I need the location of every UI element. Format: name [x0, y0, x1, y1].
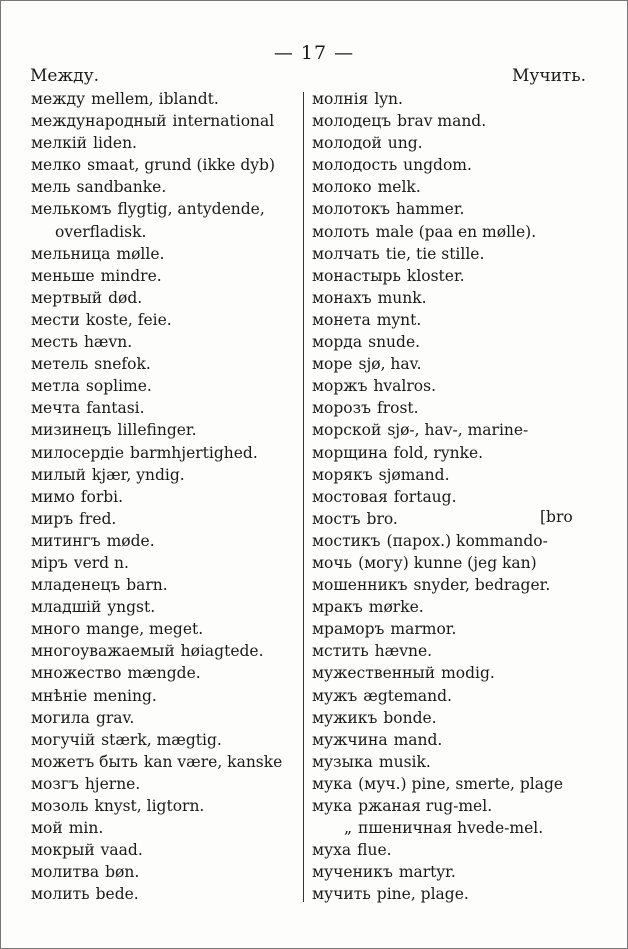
entry-headword: мраморъ	[312, 620, 385, 639]
entry-translation: død.	[108, 288, 143, 307]
entry-headword: мужикъ	[312, 708, 378, 727]
dictionary-entry	[312, 795, 587, 817]
dictionary-entry	[312, 132, 587, 154]
entry-headword: месть	[31, 333, 78, 352]
dictionary-entry	[31, 243, 301, 265]
entry-headword: мелкій	[31, 134, 88, 153]
dictionary-entry	[312, 397, 587, 419]
entry-headword: молоть	[312, 222, 370, 241]
dictionary-entry	[31, 530, 301, 552]
dictionary-entry	[31, 309, 301, 331]
entry-translation: musik.	[378, 752, 431, 771]
dictionary-entry	[31, 419, 301, 441]
entry-translation: bonde.	[383, 708, 437, 727]
entry-translation: knyst, ligtorn.	[94, 797, 205, 815]
dictionary-entry	[31, 132, 301, 154]
dictionary-entry	[31, 353, 301, 375]
dictionary-entry	[31, 618, 301, 640]
entry-translation: international	[172, 112, 275, 131]
dictionary-entry	[31, 198, 301, 220]
entry-headword: много	[31, 620, 81, 639]
entry-translation: min.	[68, 819, 104, 838]
entry-headword: мостовая	[312, 487, 388, 506]
entry-headword: мизинецъ	[31, 421, 112, 440]
entry-translation: kan være, kanske	[143, 752, 283, 771]
entry-headword: молитва	[31, 863, 100, 882]
entry-headword: мука	[312, 797, 353, 815]
dictionary-entry	[312, 331, 587, 353]
entry-translation: verd n.	[73, 553, 129, 572]
entry-translation: mølle.	[116, 244, 165, 263]
dictionary-entry	[31, 640, 301, 662]
dictionary-entry	[31, 88, 301, 110]
entry-translation: brav mand.	[397, 112, 487, 131]
dictionary-entry	[31, 486, 301, 508]
entry-translation: mand.	[393, 730, 443, 749]
dictionary-entry	[312, 154, 587, 176]
entry-headword: мостъ	[312, 509, 361, 528]
dictionary-entry	[312, 287, 587, 309]
entry-headword: мошенникъ	[312, 576, 408, 595]
dictionary-entry	[31, 331, 301, 353]
dictionary-entry	[312, 751, 587, 773]
dictionary-entry	[312, 685, 587, 707]
entry-headword: молчать	[312, 244, 380, 263]
entry-headword: мостикъ	[312, 531, 381, 550]
entry-headword: „	[344, 819, 353, 838]
page-number: — 17 —	[273, 42, 355, 64]
entry-translation: barn.	[126, 576, 168, 595]
entry-headword: молодой	[312, 134, 382, 153]
entry-translation: fred.	[79, 509, 117, 528]
entry-translation: barmhjertighed.	[130, 443, 258, 462]
entry-translation: sjø-, hav-, marine-	[387, 421, 529, 440]
dictionary-entry	[312, 110, 587, 132]
entry-headword: мести	[31, 310, 80, 329]
entry-translation: (парох.) kommando-	[386, 531, 548, 550]
entry-headword: мнѣніе	[31, 686, 88, 705]
dictionary-entry	[31, 839, 301, 861]
entry-translation: ægtemand.	[363, 686, 452, 705]
entry-translation: vaad.	[100, 841, 143, 860]
entry-translation: bøn.	[105, 863, 140, 882]
entry-headword: музыка	[312, 752, 373, 771]
dictionary-entry	[31, 817, 301, 839]
dictionary-entry	[31, 662, 301, 684]
guide-word-left: Между.	[30, 66, 99, 86]
entry-translation: bede.	[95, 885, 139, 904]
entry-headword: мокрый	[31, 841, 95, 860]
dictionary-entry	[31, 221, 301, 243]
dictionary-entry	[31, 883, 301, 905]
entry-translation: (муч.) pine, smerte, plage	[358, 774, 564, 793]
entry-headword: морозъ	[312, 399, 371, 418]
entry-translation: snyder, bedrager.	[413, 576, 551, 595]
entry-headword: мстить	[312, 642, 369, 661]
entry-headword: молотокъ	[312, 200, 391, 219]
dictionary-entry	[312, 419, 587, 441]
entry-translation: sjø, hav.	[358, 355, 422, 374]
dictionary-entry	[31, 751, 301, 773]
entry-translation: høiagtede.	[180, 642, 264, 661]
dictionary-entry	[31, 861, 301, 883]
right-column	[312, 88, 587, 905]
entry-headword: митингъ	[31, 531, 101, 550]
entry-translation: hævn.	[83, 333, 133, 352]
entry-headword: мелко	[31, 156, 82, 175]
entry-translation: mindre.	[100, 266, 162, 285]
entry-translation: møde.	[106, 531, 155, 550]
entry-headword: многоуважаемый	[31, 642, 175, 661]
entry-headword: молить	[31, 885, 90, 904]
entry-headword: мужчина	[312, 730, 388, 749]
entry-headword: мозгъ	[31, 774, 79, 793]
entry-translation: marmor.	[390, 620, 457, 639]
entry-translation: mørke.	[368, 598, 424, 617]
entry-headword: между	[31, 90, 86, 108]
entry-translation: martyr.	[398, 863, 456, 882]
entry-translation: snefok.	[94, 355, 151, 374]
dictionary-entry	[312, 486, 587, 508]
bracket-note: [bro	[540, 508, 573, 526]
dictionary-entry	[312, 707, 587, 729]
dictionary-entry	[312, 729, 587, 751]
entry-headword: монета	[312, 310, 371, 329]
entry-translation: munk.	[377, 288, 427, 307]
entry-translation: male (paa en mølle).	[375, 222, 537, 241]
dictionary-entry	[312, 353, 587, 375]
entry-headword: море	[312, 355, 353, 374]
entry-translation: fantasi.	[86, 399, 145, 418]
entry-translation: smaat, grund (ikke dyb)	[87, 156, 276, 175]
column-divider	[303, 92, 304, 902]
dictionary-entry	[312, 662, 587, 684]
entry-headword: монастырь	[312, 266, 401, 285]
dictionary-entry	[31, 154, 301, 176]
dictionary-entry	[31, 707, 301, 729]
dictionary-entry	[31, 795, 301, 817]
entry-headword: могила	[31, 708, 90, 727]
entry-translation: tie, tie stille.	[385, 244, 485, 263]
dictionary-entry	[31, 287, 301, 309]
entry-translation: sjømand.	[378, 465, 450, 484]
entry-headword: молодецъ	[312, 112, 392, 131]
dictionary-entry	[312, 375, 587, 397]
entry-headword: мелькомъ	[31, 200, 112, 219]
entry-headword: морякъ	[312, 465, 373, 484]
left-column	[31, 88, 301, 905]
entry-translation: fold, rynke.	[393, 443, 484, 462]
entry-headword: метель	[31, 355, 89, 374]
entry-headword: мужъ	[312, 686, 358, 705]
entry-translation: flue.	[357, 841, 392, 860]
entry-translation: (могу) kunne (jeg kan)	[358, 553, 537, 572]
entry-translation: ungdom.	[403, 156, 472, 175]
entry-translation: kloster.	[406, 266, 465, 285]
entry-translation: grav.	[95, 708, 135, 727]
entry-translation: kjær, yndig.	[91, 465, 185, 484]
entry-translation: yngst.	[107, 598, 156, 617]
entry-translation: koste, feie.	[85, 310, 172, 329]
dictionary-entry	[312, 530, 587, 552]
entry-headword: мракъ	[312, 598, 363, 617]
guide-word-right: Мучить.	[511, 66, 586, 86]
entry-translation: пшеничная hvede-mel.	[358, 819, 544, 838]
dictionary-entry	[312, 243, 587, 265]
entry-translation: mange, meget.	[86, 620, 204, 639]
entry-translation: bro.	[366, 509, 398, 528]
entry-headword: морда	[312, 333, 363, 352]
entry-headword: молнія	[312, 90, 369, 108]
entry-translation: snude.	[368, 333, 421, 352]
entry-headword: мимо	[31, 487, 75, 506]
dictionary-entry	[31, 375, 301, 397]
entry-headword: мечта	[31, 399, 81, 418]
entry-headword: молоко	[312, 178, 372, 197]
entry-headword: мучить	[312, 885, 371, 904]
entry-headword: милый	[31, 465, 86, 484]
dictionary-entry	[31, 574, 301, 596]
entry-headword: миръ	[31, 509, 74, 528]
entry-headword: морщина	[312, 443, 388, 462]
dictionary-entry	[31, 729, 301, 751]
entry-translation: liden.	[93, 134, 137, 153]
entry-headword: международный	[31, 112, 167, 131]
dictionary-entry	[312, 817, 587, 839]
entry-headword: могучій	[31, 730, 96, 749]
entry-headword: моржъ	[312, 377, 368, 396]
dictionary-entry	[312, 640, 587, 662]
entry-translation: hammer.	[396, 200, 465, 219]
dictionary-entry	[312, 442, 587, 464]
entry-headword: множество	[31, 664, 122, 683]
dictionary-entry	[31, 397, 301, 419]
entry-headword: мозоль	[31, 797, 89, 815]
entry-translation: flygtig, antydende,	[117, 200, 265, 219]
entry-headword: мочь	[312, 553, 353, 572]
entry-headword: мужественный	[312, 664, 436, 683]
dictionary-entry	[31, 110, 301, 132]
entry-translation: stærk, mægtig.	[101, 730, 222, 749]
entry-headword: милосердіе	[31, 443, 125, 462]
entry-headword: мой	[31, 819, 63, 838]
dictionary-entry	[31, 176, 301, 198]
entry-translation: fortaug.	[393, 487, 457, 506]
entry-headword: метла	[31, 377, 80, 396]
entry-headword: морской	[312, 421, 382, 440]
entry-translation: mening.	[93, 686, 157, 705]
entry-headword: мельница	[31, 244, 111, 263]
dictionary-entry	[312, 839, 587, 861]
dictionary-entry	[31, 265, 301, 287]
dictionary-entry	[312, 265, 587, 287]
entry-translation: mængde.	[127, 664, 201, 683]
entry-translation: ung.	[387, 134, 423, 153]
dictionary-entry	[312, 596, 587, 618]
entry-headword: мука	[312, 774, 353, 793]
entry-headword: муха	[312, 841, 352, 860]
entry-translation: frost.	[376, 399, 419, 418]
entry-headword: мученикъ	[312, 863, 393, 882]
entry-translation: pine, plage.	[376, 885, 469, 904]
dictionary-entry	[312, 176, 587, 198]
entry-translation: overfladisk.	[55, 222, 147, 241]
dictionary-entry	[312, 464, 587, 486]
dictionary-entry	[312, 309, 587, 331]
entry-headword: молодость	[312, 156, 398, 175]
dictionary-entry	[312, 574, 587, 596]
entry-translation: melk.	[377, 178, 421, 197]
entry-translation: forbi.	[80, 487, 124, 506]
entry-headword: міръ	[31, 553, 68, 572]
dictionary-entry	[312, 88, 587, 110]
entry-translation: lyn.	[374, 90, 403, 108]
dictionary-entry	[31, 552, 301, 574]
entry-headword: мертвый	[31, 288, 103, 307]
entry-translation: mellem, iblandt.	[91, 90, 219, 108]
entry-translation: hvalros.	[373, 377, 436, 396]
entry-headword: монахъ	[312, 288, 372, 307]
entry-translation: soplime.	[85, 377, 152, 396]
entry-headword: младшій	[31, 598, 102, 617]
dictionary-entry	[312, 773, 587, 795]
entry-headword: младенецъ	[31, 576, 121, 595]
entry-translation: mynt.	[376, 310, 422, 329]
dictionary-entry	[312, 552, 587, 574]
dictionary-entry	[312, 618, 587, 640]
dictionary-entry	[312, 883, 587, 905]
dictionary-entry	[31, 464, 301, 486]
dictionary-entry	[31, 596, 301, 618]
entry-headword: мель	[31, 178, 71, 197]
dictionary-entry	[312, 221, 587, 243]
entry-translation: hjerne.	[84, 774, 141, 793]
dictionary-entry	[312, 198, 587, 220]
dictionary-entry	[31, 508, 301, 530]
entry-headword: меньше	[31, 266, 95, 285]
dictionary-entry	[31, 773, 301, 795]
dictionary-entry	[312, 861, 587, 883]
dictionary-entry	[31, 685, 301, 707]
entry-translation: sandbanke.	[76, 178, 167, 197]
dictionary-entry	[31, 442, 301, 464]
entry-headword: можетъ быть	[31, 752, 138, 771]
entry-translation: ржаная rug-mel.	[358, 797, 493, 815]
entry-translation: hævne.	[374, 642, 433, 661]
entry-translation: lillefinger.	[117, 421, 197, 440]
entry-translation: modig.	[441, 664, 495, 683]
